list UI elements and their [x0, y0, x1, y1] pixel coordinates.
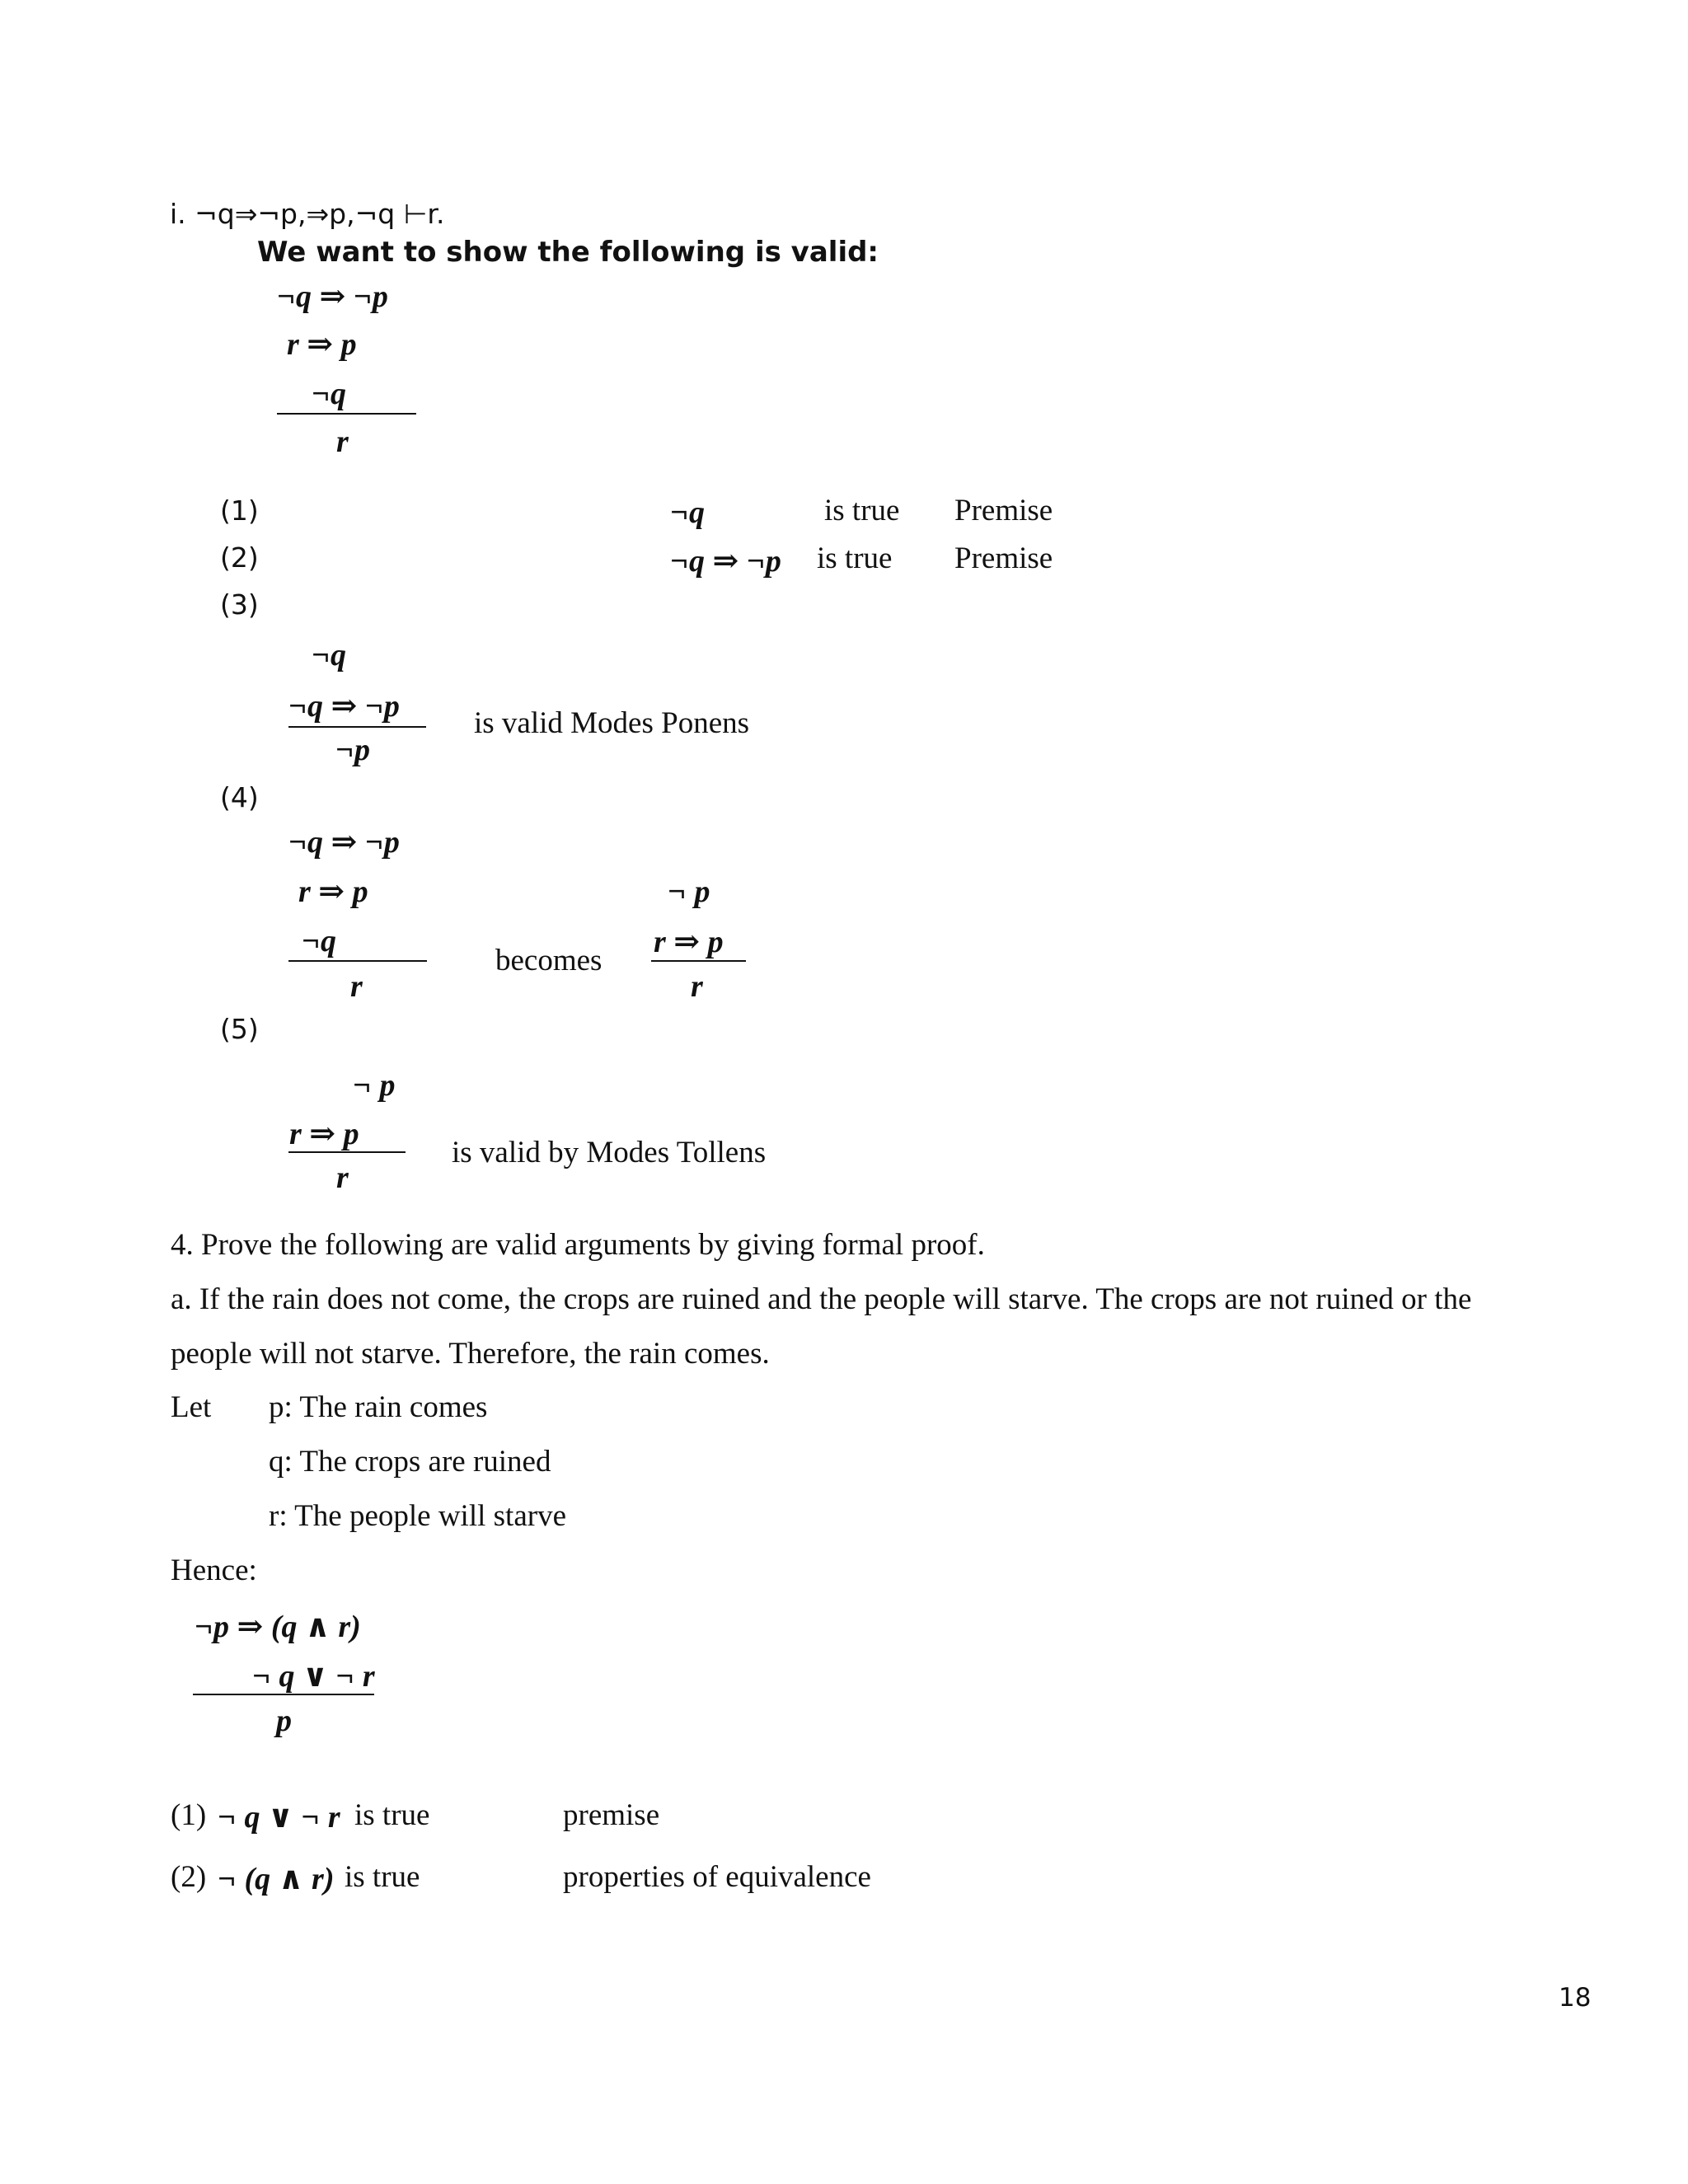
q4-conclusion: p — [276, 1704, 292, 1738]
q4-statement-line-1: a. If the rain does not come, the crops are ruined and the people will starve. The crops are not ruined or the — [171, 1282, 1472, 1316]
q4-proof-formula: ¬ (q ∧ r) — [218, 1862, 335, 1896]
premise-3: ¬q — [312, 377, 347, 411]
step-number: (2) — [220, 541, 259, 574]
q4-proof-status: is true — [354, 1798, 430, 1832]
step-3-note: is valid Modes Ponens — [474, 706, 750, 740]
q4-definition: q: The crops are ruined — [269, 1445, 551, 1479]
step-4-conclusion: r — [350, 969, 363, 1004]
step-number: (3) — [220, 588, 259, 621]
q4-hence: Hence: — [171, 1554, 257, 1587]
step-3-premise: ¬q ⇒ ¬p — [288, 689, 400, 724]
step-5-conclusion: r — [336, 1160, 349, 1195]
step-4-premise: ¬q ⇒ ¬p — [288, 825, 400, 860]
q4-statement-line-2: people will not starve. Therefore, the rain comes. — [171, 1337, 770, 1371]
step-1-formula: ¬q — [670, 495, 706, 530]
conclusion: r — [336, 424, 349, 459]
step-2-reason: Premise — [954, 541, 1053, 575]
step-3-premise: ¬q — [312, 638, 347, 673]
step-5-premise: ¬ p — [353, 1068, 396, 1103]
page-number: 18 — [1559, 1983, 1592, 2013]
step-4-result-conclusion: r — [691, 969, 703, 1004]
premise-1: ¬q ⇒ ¬p — [277, 279, 388, 314]
q4-premise: ¬ q ∨ ¬ r — [252, 1659, 375, 1694]
step-4-becomes: becomes — [495, 944, 603, 977]
q4-definition: p: The rain comes — [269, 1390, 488, 1424]
q4-proof-formula: ¬ q ∨ ¬ r — [218, 1800, 340, 1835]
part-i-header: i. ¬q⇒¬p,⇒p,¬q ⊢r. — [170, 198, 445, 230]
q4-proof-status: is true — [345, 1860, 420, 1894]
step-4-result-premise: r ⇒ p — [654, 925, 724, 959]
q4-premise: ¬p ⇒ (q ∧ r) — [195, 1610, 361, 1644]
step-5-note: is valid by Modes Tollens — [452, 1136, 767, 1169]
step-4-result-rule — [651, 960, 746, 962]
step-2-status: is true — [817, 541, 893, 575]
step-4-result-premise: ¬ p — [668, 874, 710, 909]
step-1-status: is true — [824, 494, 900, 527]
premise-2: r ⇒ p — [287, 327, 357, 362]
q4-title: 4. Prove the following are valid arguments by giving formal proof. — [171, 1228, 985, 1262]
step-number: (4) — [220, 781, 259, 813]
q4-let: Let — [171, 1390, 212, 1424]
step-4-premise: ¬q — [302, 924, 337, 958]
q4-proof-number: (2) — [171, 1860, 207, 1894]
step-number: (5) — [220, 1013, 259, 1045]
step-number: (1) — [220, 494, 259, 527]
q4-proof-reason: premise — [563, 1798, 660, 1832]
step-5-premise: r ⇒ p — [289, 1117, 359, 1151]
step-4-rule — [288, 960, 427, 962]
step-2-formula: ¬q ⇒ ¬p — [670, 544, 781, 579]
argument-rule — [277, 413, 416, 415]
step-3-conclusion: ¬p — [335, 733, 371, 767]
q4-rule — [193, 1694, 374, 1695]
part-i-intro: We want to show the following is valid: — [257, 236, 879, 269]
step-5-rule — [288, 1151, 406, 1153]
q4-proof-number: (1) — [171, 1798, 207, 1832]
step-4-premise: r ⇒ p — [298, 874, 368, 909]
step-3-rule — [288, 726, 426, 728]
q4-proof-reason: properties of equivalence — [563, 1860, 871, 1894]
step-1-reason: Premise — [954, 494, 1053, 527]
q4-definition: r: The people will starve — [269, 1499, 566, 1533]
